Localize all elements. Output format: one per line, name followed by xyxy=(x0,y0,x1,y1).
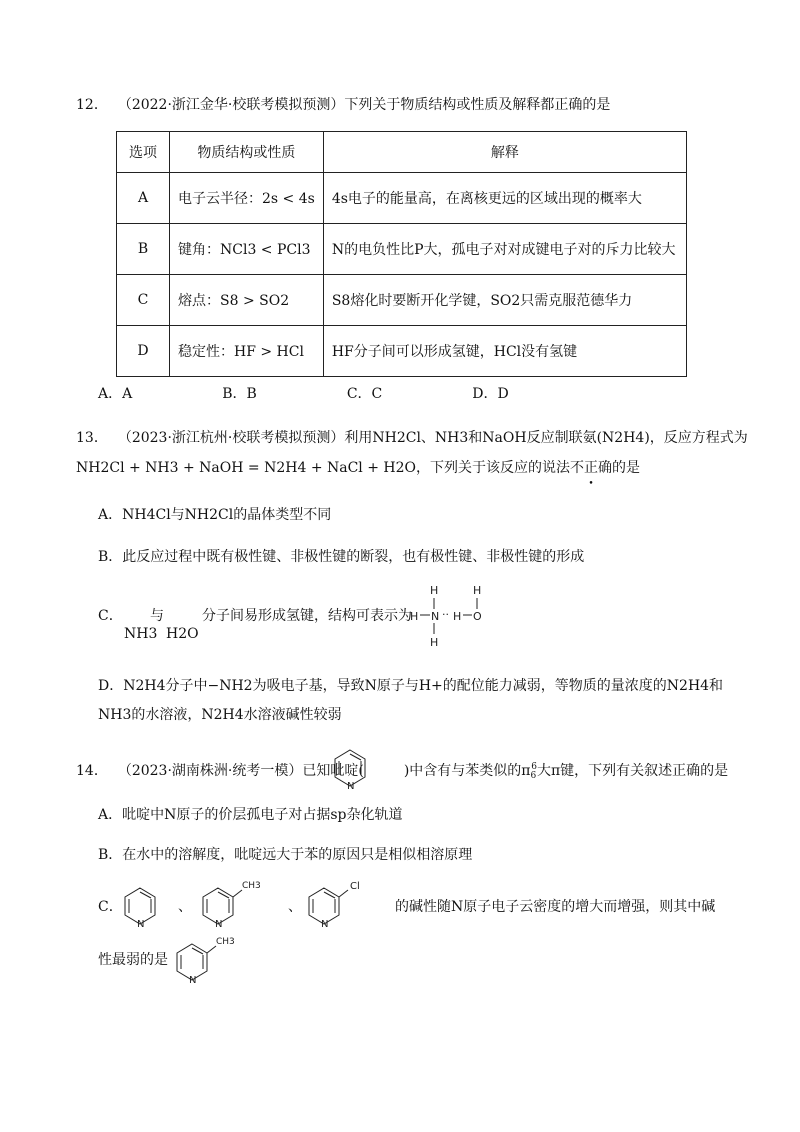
methyl-label: CH3 xyxy=(242,881,261,891)
table-row xyxy=(117,275,687,326)
hydrogen-bond-structure xyxy=(408,578,498,658)
table-header-row xyxy=(117,132,687,173)
q13-h2o: H2O xyxy=(166,626,199,642)
answer-c[interactable]: C．C xyxy=(346,386,383,402)
atom-h-bottom: H xyxy=(430,636,439,649)
q13-sep-2: 和 xyxy=(468,430,483,446)
property-formula: S8 > SO2 xyxy=(220,293,290,309)
row-explanation: N的电负性比P大，孤电子对对成键电子对的斥力比较大 xyxy=(323,224,686,275)
pyridine-option xyxy=(120,884,160,928)
row-option: D xyxy=(117,326,170,377)
q14-sep-2: 、 xyxy=(288,899,302,915)
q12-source: （2022·浙江金华·校联考模拟预测） xyxy=(117,97,345,113)
row-property xyxy=(170,173,324,224)
ring-n: N xyxy=(189,975,197,986)
row-property xyxy=(170,275,324,326)
q13-formula-1: NH2Cl xyxy=(372,430,421,446)
row-explanation: 4s电子的能量高，在离核更远的区域出现的概率大 xyxy=(323,173,686,224)
q13-formula-2: NH3 xyxy=(434,430,469,446)
q13-option-a[interactable]: A．NH4Cl与NH2Cl的晶体类型不同 xyxy=(98,507,332,523)
q14-option-a[interactable]: A．吡啶中N原子的价层孤电子对占据sp杂化轨道 xyxy=(98,807,403,823)
q13-nh3: NH3 xyxy=(124,626,158,642)
q14-sep-1: 、 xyxy=(178,899,192,915)
q12-table xyxy=(116,131,687,377)
q14-heading: 14． （2023·湖南株洲·统考一模）已知吡啶( )中含有与苯类似的$\pi_6^6$大π键，下列有关叙述正确的是 xyxy=(76,762,729,781)
q13-option-c-label[interactable]: C． xyxy=(98,608,123,624)
q12-number: 12． xyxy=(76,97,108,113)
answer-b[interactable]: B．B xyxy=(222,386,257,402)
q13-emphasis: 不正确 xyxy=(570,460,613,476)
q13-stem-b: 反应制联氨(N2H4)，反应方程式为 xyxy=(526,430,748,446)
q13-option-c-and: 与 xyxy=(150,608,164,624)
row-option: B xyxy=(117,224,170,275)
row-explanation: HF分子间可以形成氢键，HCl没有氢键 xyxy=(323,326,686,377)
methylpyridine-option xyxy=(198,878,268,928)
row-option: C xyxy=(117,275,170,326)
q14-number: 14． xyxy=(76,763,108,779)
q13-stem-a: 利用 xyxy=(344,430,373,446)
q13-formula-3: NaOH xyxy=(482,430,527,446)
q13-source: （2023·浙江杭州·校联考模拟预测） xyxy=(117,430,345,446)
q14-stem-b: )中含有与苯类似的 xyxy=(403,763,522,779)
table-row xyxy=(117,224,687,275)
q12-heading xyxy=(76,95,610,115)
chloro-label: Cl xyxy=(350,881,360,892)
q13-option-d-2: NH3的水溶液，N2H4水溶液碱性较弱 xyxy=(98,707,342,723)
atom-h-top: H xyxy=(430,584,439,597)
property-label: 电子云半径： xyxy=(178,191,262,207)
property-label: 稳定性： xyxy=(178,344,234,360)
q12-stem: 下列关于物质结构或性质及解释都正确的是 xyxy=(344,97,611,113)
methyl-label: CH3 xyxy=(216,937,235,947)
q13-option-c-text: 分子间易形成氢键，结构可表示为 xyxy=(202,608,412,624)
row-property xyxy=(170,326,324,377)
row-property xyxy=(170,224,324,275)
row-option: A xyxy=(117,173,170,224)
property-label: 键角： xyxy=(178,242,220,258)
atom-o: O xyxy=(473,610,482,623)
q14-stem-c: 大π键，下列有关叙述正确的是 xyxy=(536,763,729,779)
property-label: 熔点： xyxy=(178,293,220,309)
q13-option-d-1[interactable]: D．N2H4分子中−NH2为吸电子基，导致N原子与H+的配位能力减弱，等物质的量浓度的N2H4和 xyxy=(98,678,724,694)
header-property: 物质结构或性质 xyxy=(170,132,324,173)
ring-n: N xyxy=(137,919,145,930)
q13-stem-c1: ，下列关于该反应的说法 xyxy=(416,460,571,476)
q13-sep-1: 、 xyxy=(420,430,435,446)
ring-n: N xyxy=(215,919,223,930)
table-row xyxy=(117,326,687,377)
q14-option-b[interactable]: B．在水中的溶解度，吡啶远大于苯的原因只是相似相溶原理 xyxy=(98,847,473,863)
chloropyridine-option xyxy=(304,878,374,928)
q14-stem-a: 已知吡啶( xyxy=(302,763,364,779)
q14-option-c-text: 的碱性随N原子电子云密度的增大而增强，则其中碱 xyxy=(395,899,716,915)
row-explanation: S8熔化时要断开化学键，SO2只需克服范德华力 xyxy=(323,275,686,326)
pi-label: π xyxy=(521,763,531,779)
atom-h-left: H xyxy=(410,610,419,623)
property-formula: NCl3 < PCl3 xyxy=(220,242,311,258)
q13-equation: NH2Cl + NH3 + NaOH = N2H4 + NaCl + H2O xyxy=(76,460,417,476)
q14-option-c-label[interactable]: C． xyxy=(98,899,123,915)
ring-n: N xyxy=(321,919,329,930)
atom-h-bond: H xyxy=(453,610,462,623)
header-option: 选项 xyxy=(117,132,170,173)
atom-n: N xyxy=(431,610,440,623)
answer-d[interactable]: D．D xyxy=(472,386,509,402)
q13-option-b[interactable]: B．此反应过程中既有极性键、非极性键的断裂，也有极性键、非极性键的形成 xyxy=(98,549,585,565)
hbond-dots: ·· xyxy=(442,608,449,621)
q14-option-c-text-2: 性最弱的是 xyxy=(98,952,168,968)
property-formula: 2s < 4s xyxy=(262,191,315,207)
answer-a[interactable]: A．A xyxy=(98,386,133,402)
table-row xyxy=(117,173,687,224)
q13-equation-line xyxy=(76,458,640,478)
q14-source: （2023·湖南株洲·统考一模） xyxy=(117,763,303,779)
q12-answer-options xyxy=(98,384,509,404)
pyridine-n: N xyxy=(347,781,355,792)
atom-h-o: H xyxy=(473,584,482,597)
property-formula: HF > HCl xyxy=(234,344,304,360)
q13-heading xyxy=(76,428,748,448)
header-explanation: 解释 xyxy=(323,132,686,173)
q13-number: 13． xyxy=(76,430,108,446)
answer-methylpyridine xyxy=(172,934,242,984)
pyridine-structure xyxy=(330,746,370,790)
q13-stem-c2: 的是 xyxy=(612,460,641,476)
